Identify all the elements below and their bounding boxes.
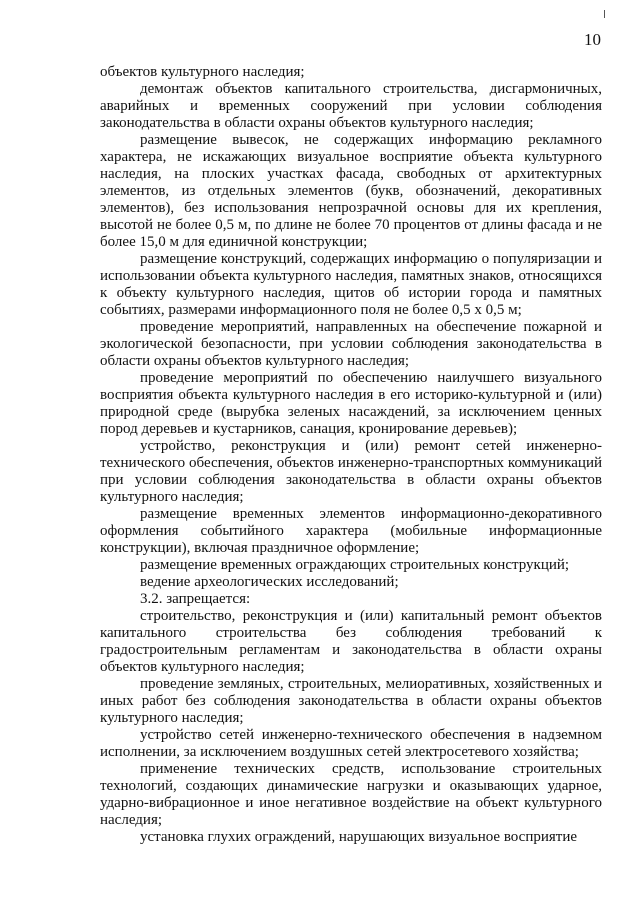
paragraph-engineering-networks: устройство, реконструкция и (или) ремонт сетей инженерно-технического обеспечения, объектов инженерно-транспортных коммуникаций при условии соблюдения законодательства в области охраны объектов культурного наследия; — [100, 438, 602, 505]
section-heading-prohibited: 3.2. запрещается: — [140, 591, 251, 607]
paragraph-earthworks-ban: проведение земляных, строительных, мелиоративных, хозяйственных и иных работ без соблюдения законодательства в области охраны объектов культурного наследия; — [100, 676, 602, 726]
paragraph-overhead-networks-ban: устройство сетей инженерно-технического обеспечения в надземном исполнении, за исключением воздушных сетей электросетевого хозяйства; — [100, 727, 602, 760]
scan-edge-mark — [604, 10, 605, 18]
paragraph-solid-fences-ban: установка глухих ограждений, нарушающих визуальное восприятие — [140, 829, 578, 845]
paragraph-temporary-fences: размещение временных ограждающих строительных конструкций; — [140, 557, 570, 573]
paragraph-info-structures: размещение конструкций, содержащих информацию о популяризации и использовании объекта культурного наследия, памятных знаков, относящихся к объекту культурного наследия, щитов об истории города и памятных событиях, размерами информационного поля не более 0,5 х 0,5 м; — [100, 251, 602, 318]
paragraph-fire-safety: проведение мероприятий, направленных на обеспечение пожарной и экологической безопасности, при условии соблюдения законодательства в области охраны объектов культурного наследия; — [100, 319, 602, 369]
paragraph-continuation: объектов культурного наследия; — [100, 64, 305, 80]
document-body — [100, 64, 602, 846]
paragraph-temporary-decor: размещение временных элементов информационно-декоративного оформления событийного характера (мобильные информационные конструкции), включая праздничное оформление; — [100, 506, 602, 556]
paragraph-demolition: демонтаж объектов капитального строительства, дисгармоничных, аварийных и временных сооружений при условии соблюдения законодательства в области охраны объектов культурного наследия; — [100, 81, 602, 131]
paragraph-signage: размещение вывесок, не содержащих информацию рекламного характера, не искажающих визуальное восприятие объекта культурного наследия, на плоских участках фасада, свободных от архитектурных элементов, из отдельных элементов (букв, обозначений, декоративных элементов), без использования непрозрачной основы для их крепления, высотой не более 0,5 м, по длине не более 70 процентов от длины фасада и не более 15,0 м для единичной конструкции; — [100, 132, 602, 250]
page-number: 10 — [584, 30, 601, 49]
paragraph-visual-perception: проведение мероприятий по обеспечению наилучшего визуального восприятия объекта культурного наследия в его историко-культурной и (или) природной среде (вырубка зеленых насаждений, за исключением ценных пород деревьев и кустарников, санация, кронирование деревьев); — [100, 370, 602, 437]
paragraph-archaeology: ведение археологических исследований; — [140, 574, 399, 590]
paragraph-construction-ban: строительство, реконструкция и (или) капитальный ремонт объектов капитального строительства без соблюдения требований к градостроительным регламентам и законодательства в области охраны объектов культурного наследия; — [100, 608, 602, 675]
paragraph-technical-means-ban: применение технических средств, использование строительных технологий, создающих динамические нагрузки и оказывающих ударное, ударно-вибрационное и иное негативное воздействие на объект культурного наследия; — [100, 761, 602, 828]
